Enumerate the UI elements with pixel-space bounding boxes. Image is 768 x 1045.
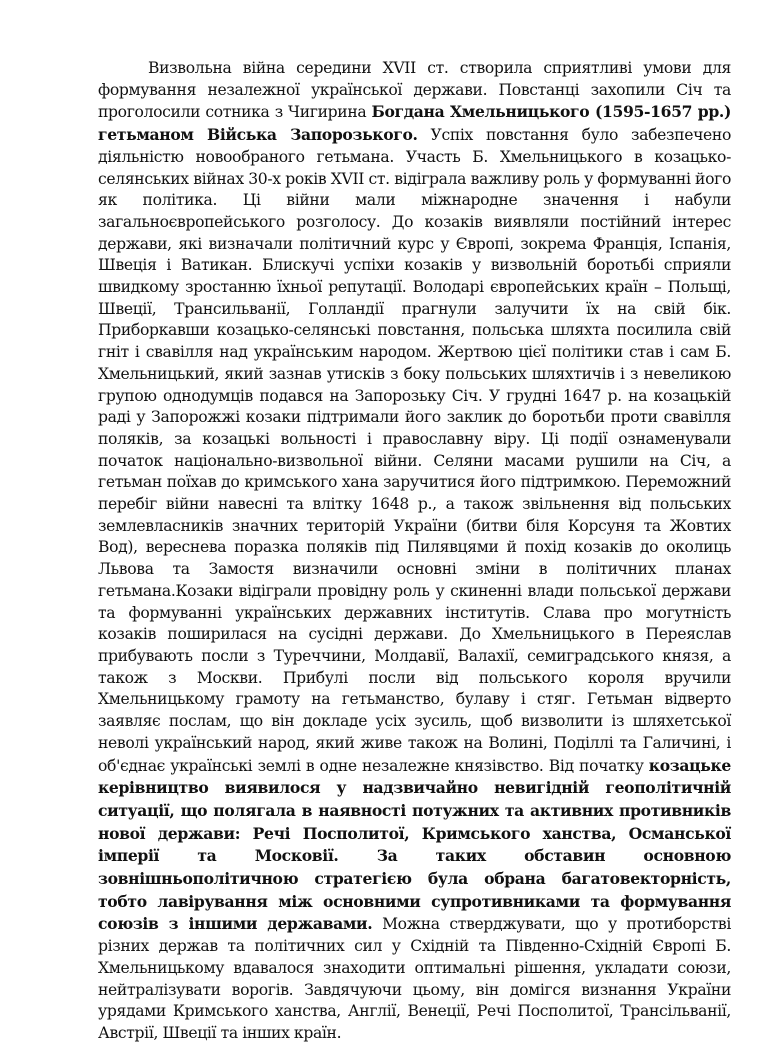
text-segment: Визвольна війна середини XVII ст. створила сприятливі умови для формування незалежної української держави. Повстанці захопили Січ та проголосили сотника з Чигирина	[98, 59, 731, 122]
text-segment: Успіх повстання було забезпечено діяльністю новообраного гетьмана. Участь Б. Хмельницького в козацько-селянських війнах 30-х років XVII ст. відіграла важливу роль у формуванні його як політика. Ці війни мали міжнародне значення і набули загальноєвропейського розголосу. До козаків виявляли постійний інтерес держави, які визначали політичний курс у Європі, зокрема Франція, Іспанія, Швеція і Ватикан. Блискучі успіхи козаків у визвольній боротьбі сприяли швидкому зростанню їхньої репутації. Володарі європейських країн – Польщі, Швеції, Трансильванії, Голландії прагнули залучити їх на свій бік. Приборкавши козацько-селянські повстання, польська шляхта посилила свій гніт і свавілля над українським народом. Жертвою цієї політики став і сам Б. Хмельницький, який зазнав утисків з боку польських шляхтичів і з невеликою групою однодумців подався на Запорозьку Січ. У грудні 1647 р. на козацькій раді у Запорожжі козаки підтримали його заклик до боротьби проти свавілля поляків, за козацькі вольності і православну віру. Ці події ознаменували початок національно-визвольної війни. Селяни масами рушили на Січ, а гетьман поїхав до кримського хана заручитися його підтримкою. Переможний перебіг війни навесні та влітку 1648 р., а також звільнення від польських землевласників значних територій України (битви біля Корсуня та Жовтих Вод), вереснева поразка поляків під Пилявцями й похід козаків до околиць Львова та Замостя визначили основні зміни в політичних планах гетьмана.Козаки відіграли провідну роль у скиненні влади польської держави та формуванні українських державних інститутів. Слава про могутність козаків поширилася на сусідні держави. До Хмельницького в Переяслав прибувають посли з Туреччини, Молдавії, Валахії, семиградського князя, а також з Москви. Прибулі посли від польського короля вручили Хмельницькому грамоту на гетьманство, булаву і стяг. Гетьман відверто заявляє послам, що він докладе усіх зусиль, щоб визволити із шляхетської неволі український народ, який живе також на Волині, Поділлі та Галичині, і об'єднає українські землі в одне незалежне князівство. Від початку	[98, 126, 732, 775]
text-segment: Можна стверджувати, що у протиборстві різних держав та політичних сил у Східній та Південно-Східній Європі Б. Хмельницькому вдавалося знаходити оптимальні рішення, укладати союзи, нейтралізувати ворогів. Завдячуючи цьому, він домігся визнання України урядами Кримського ханства, Англії, Венеції, Речі Посполитої, Трансільванії, Австрії, Швеції та інших країн.	[98, 915, 731, 1042]
bold-text-segment: Богдана Хмельницького (1595-1657 рр.) гетьманом Війська Запорозького.	[98, 102, 731, 145]
document-page	[98, 58, 731, 1045]
body-paragraph	[98, 58, 731, 1045]
bold-text-segment: козацьке керівництво виявилося у надзвичайно невигідній геополітичній ситуації, що полягала в наявності потужних та активних противників нової держави: Речі Посполитої, Кримського ханства, Османської імперії та Московії. За таких обставин основною зовнішньополітичною стратегією була обрана багатовекторність, тобто лавірування між основними супротивниками та формування союзів з іншими державами.	[98, 755, 731, 934]
